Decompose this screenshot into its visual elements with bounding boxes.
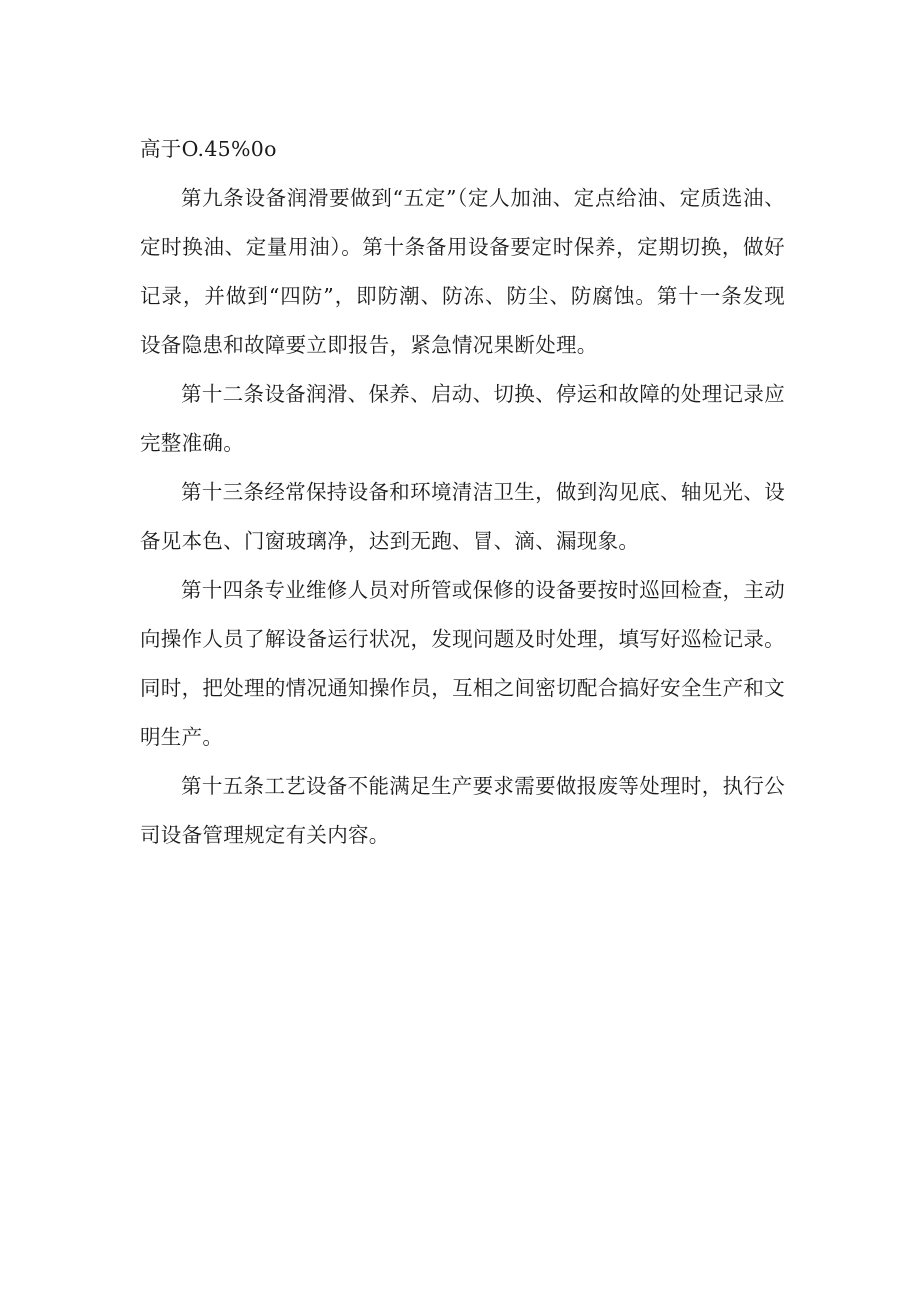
paragraph-article-13: 第十三条经常保持设备和环境清洁卫生，做到沟见底、轴见光、设备见本色、门窗玻璃净，达到无跑、冒、滴、漏现象。 [140, 480, 785, 553]
paragraph-article-12: 第十二条设备润滑、保养、启动、切换、停运和故障的处理记录应完整准确。 [140, 382, 785, 455]
paragraph-article-14: 第十四条专业维修人员对所管或保修的设备要按时巡回检查，主动向操作人员了解设备运行状况，发现问题及时处理，填写好巡检记录。同时，把处理的情况通知操作员，互相之间密切配合搞好安全生产和文明生产。 [140, 578, 785, 749]
paragraph-article-15: 第十五条工艺设备不能满足生产要求需要做报废等处理时，执行公司设备管理规定有关内容。 [140, 774, 785, 847]
paragraph-continuation: 高于O.45%0o [140, 137, 277, 161]
paragraph-article-9-11: 第九条设备润滑要做到“五定”（定人加油、定点给油、定质选油、定时换油、定量用油）。第十条备用设备要定时保养，定期切换，做好记录，并做到“四防”，即防潮、防冻、防尘、防腐蚀。第十一条发现设备隐患和故障要立即报告，紧急情况果断处理。 [140, 186, 785, 357]
document-body [140, 125, 785, 860]
